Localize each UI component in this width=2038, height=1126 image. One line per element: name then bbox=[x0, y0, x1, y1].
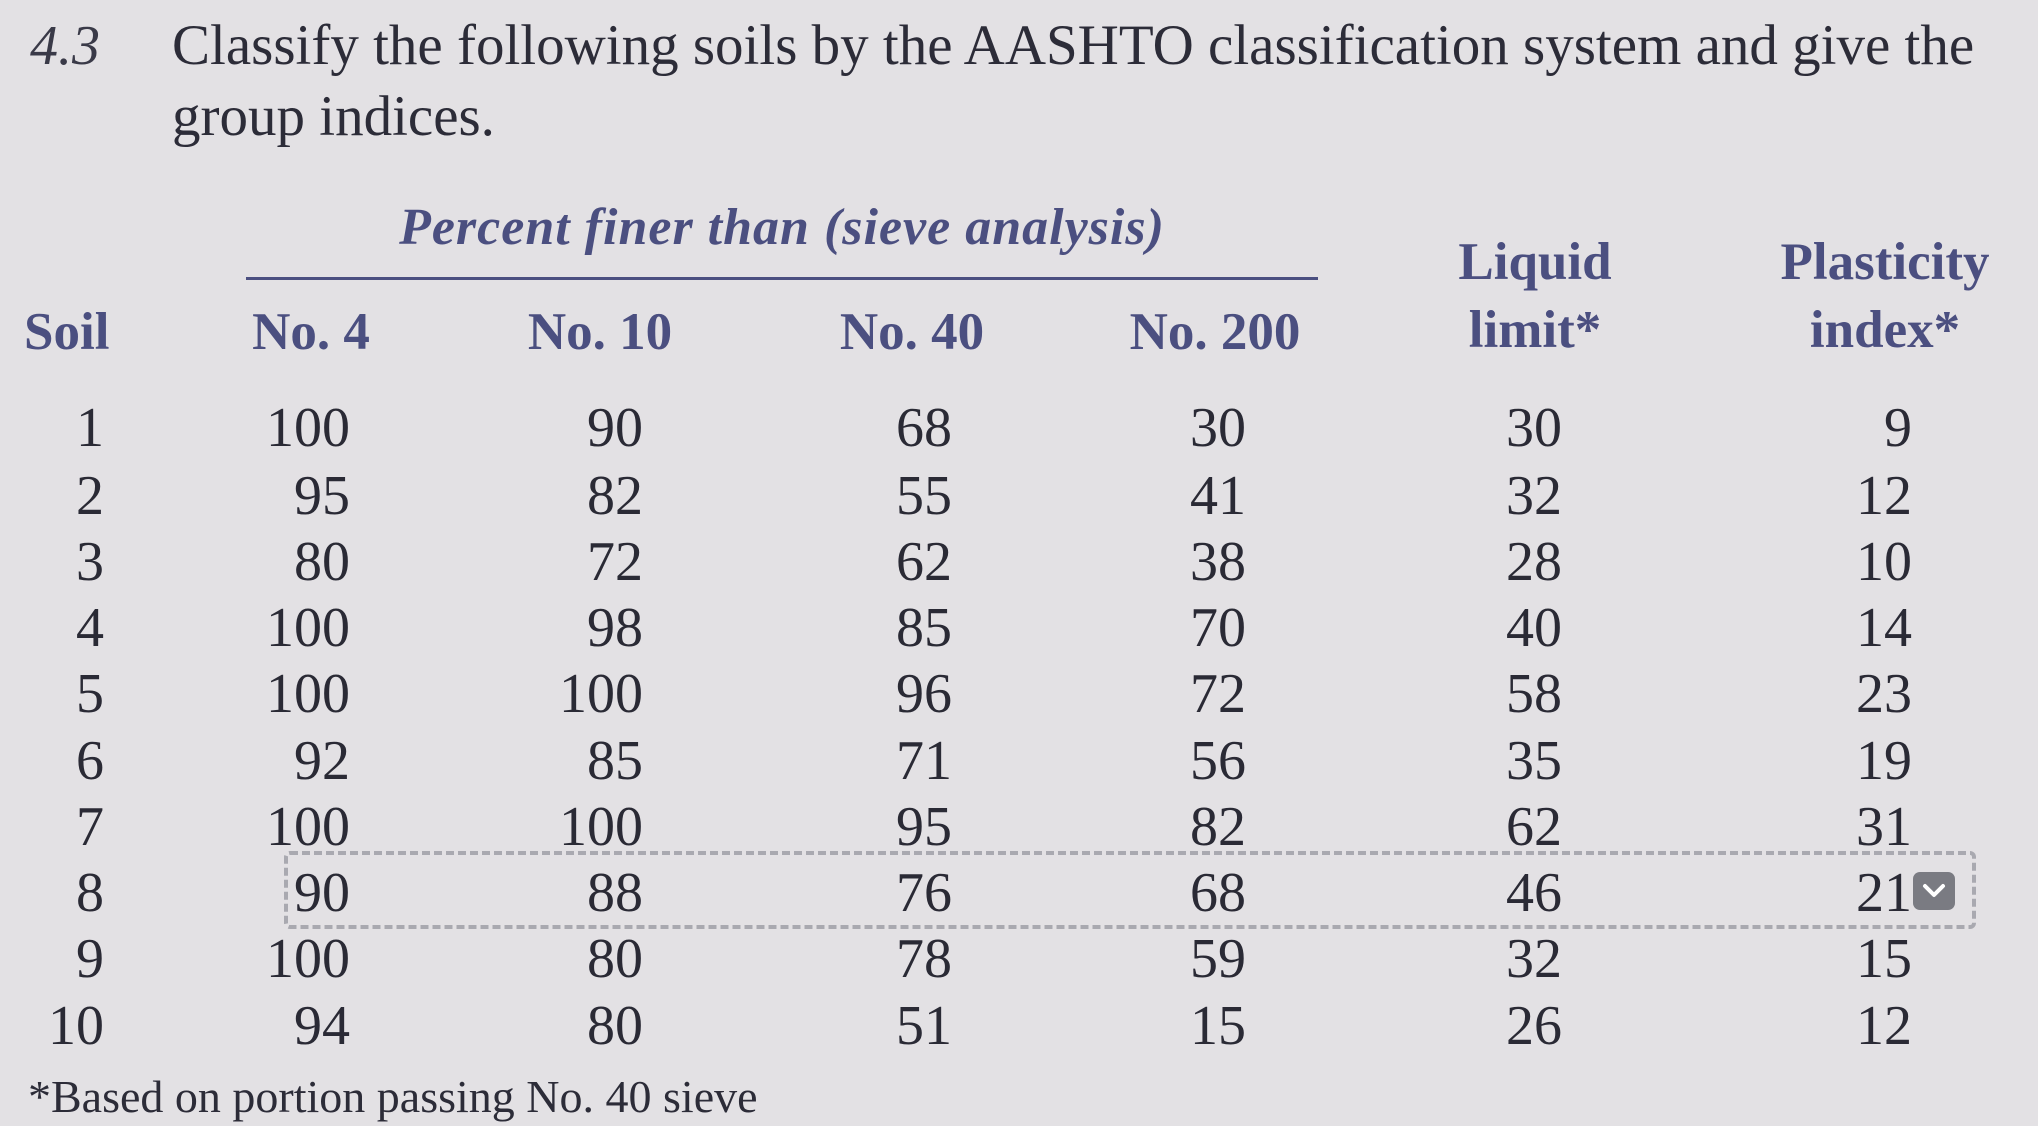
cell-no200: 70 bbox=[1190, 597, 1246, 659]
problem-text: Classify the following soils by the AASHTO classification system and give the group indices. bbox=[172, 14, 1975, 148]
cell-no40: 62 bbox=[896, 531, 952, 593]
cell-no4: 80 bbox=[294, 531, 350, 593]
cell-no200: 72 bbox=[1190, 663, 1246, 725]
cell-no4: 100 bbox=[266, 397, 350, 459]
cell-pi: 12 bbox=[1856, 995, 1912, 1057]
cell-soil: 10 bbox=[48, 995, 104, 1057]
cell-no4: 100 bbox=[266, 597, 350, 659]
cell-pi: 21 bbox=[1856, 862, 1912, 924]
cell-soil: 1 bbox=[76, 397, 104, 459]
cell-no200: 59 bbox=[1190, 928, 1246, 990]
col-header-no10: No. 10 bbox=[527, 303, 673, 361]
cell-no40: 76 bbox=[896, 862, 952, 924]
cell-no200: 30 bbox=[1190, 397, 1246, 459]
cell-no200: 38 bbox=[1190, 531, 1246, 593]
table-row[interactable] bbox=[0, 664, 2038, 730]
cell-no4: 100 bbox=[266, 928, 350, 990]
table-row[interactable] bbox=[0, 731, 2038, 797]
cell-no40: 96 bbox=[896, 663, 952, 725]
cell-no200: 41 bbox=[1190, 465, 1246, 527]
cell-pi: 10 bbox=[1856, 531, 1912, 593]
cell-pi: 23 bbox=[1856, 663, 1912, 725]
table-row[interactable] bbox=[0, 398, 2038, 464]
cell-soil: 5 bbox=[76, 663, 104, 725]
cell-ll: 35 bbox=[1506, 730, 1562, 792]
cell-no40: 95 bbox=[896, 796, 952, 858]
table-row[interactable] bbox=[0, 929, 2038, 995]
cell-no4: 90 bbox=[294, 862, 350, 924]
cell-pi: 9 bbox=[1884, 397, 1912, 459]
cell-pi: 31 bbox=[1856, 796, 1912, 858]
cell-no10: 82 bbox=[587, 465, 643, 527]
cell-soil: 2 bbox=[76, 465, 104, 527]
cell-ll: 32 bbox=[1506, 928, 1562, 990]
cell-no4: 100 bbox=[266, 663, 350, 725]
table-row[interactable] bbox=[0, 598, 2038, 664]
table-row[interactable] bbox=[0, 466, 2038, 532]
cell-no200: 15 bbox=[1190, 995, 1246, 1057]
cell-pi: 12 bbox=[1856, 465, 1912, 527]
cell-ll: 46 bbox=[1506, 862, 1562, 924]
plasticity-index-line2: index* bbox=[1809, 301, 1961, 359]
table-footnote: *Based on portion passing No. 40 sieve bbox=[28, 1071, 758, 1122]
cell-soil: 8 bbox=[76, 862, 104, 924]
cell-pi: 15 bbox=[1856, 928, 1912, 990]
col-header-no4: No. 4 bbox=[252, 303, 370, 361]
cell-no10: 100 bbox=[559, 796, 643, 858]
cell-no40: 55 bbox=[896, 465, 952, 527]
sieve-analysis-group-header: Percent finer than (sieve analysis) bbox=[399, 199, 1165, 256]
cell-no4: 100 bbox=[266, 796, 350, 858]
cell-no4: 94 bbox=[294, 995, 350, 1057]
cell-no10: 80 bbox=[587, 928, 643, 990]
cell-ll: 30 bbox=[1506, 397, 1562, 459]
cell-no10: 72 bbox=[587, 531, 643, 593]
liquid-limit-line1: Liquid bbox=[1458, 233, 1612, 291]
cell-no200: 68 bbox=[1190, 862, 1246, 924]
cell-no10: 88 bbox=[587, 862, 643, 924]
cell-no10: 85 bbox=[587, 730, 643, 792]
cell-no40: 78 bbox=[896, 928, 952, 990]
col-header-liquid-limit bbox=[1430, 228, 1640, 364]
cell-pi: 19 bbox=[1856, 730, 1912, 792]
col-header-no40: No. 40 bbox=[839, 303, 985, 361]
cell-ll: 26 bbox=[1506, 995, 1562, 1057]
cell-ll: 32 bbox=[1506, 465, 1562, 527]
col-header-plasticity-index bbox=[1745, 228, 2025, 364]
col-header-no200: No. 200 bbox=[1129, 303, 1301, 361]
cell-soil: 9 bbox=[76, 928, 104, 990]
cell-soil: 6 bbox=[76, 730, 104, 792]
cell-no10: 90 bbox=[587, 397, 643, 459]
problem-number: 4.3 bbox=[30, 15, 100, 77]
cell-ll: 28 bbox=[1506, 531, 1562, 593]
table-row[interactable] bbox=[0, 532, 2038, 598]
cell-no40: 85 bbox=[896, 597, 952, 659]
cell-no4: 92 bbox=[294, 730, 350, 792]
cell-no10: 98 bbox=[587, 597, 643, 659]
group-header-rule bbox=[246, 277, 1318, 280]
cell-ll: 40 bbox=[1506, 597, 1562, 659]
cell-no4: 95 bbox=[294, 465, 350, 527]
row-selection-highlight[interactable] bbox=[284, 851, 1976, 929]
cell-no40: 51 bbox=[896, 995, 952, 1057]
cell-no40: 71 bbox=[896, 730, 952, 792]
plasticity-index-line1: Plasticity bbox=[1780, 233, 1990, 291]
chevron-down-icon bbox=[1921, 882, 1947, 900]
cell-ll: 62 bbox=[1506, 796, 1562, 858]
row-dropdown-button[interactable] bbox=[1913, 872, 1955, 910]
cell-soil: 3 bbox=[76, 531, 104, 593]
table-row[interactable] bbox=[0, 996, 2038, 1062]
cell-pi: 14 bbox=[1856, 597, 1912, 659]
cell-ll: 58 bbox=[1506, 663, 1562, 725]
cell-no40: 68 bbox=[896, 397, 952, 459]
cell-no200: 82 bbox=[1190, 796, 1246, 858]
cell-soil: 7 bbox=[76, 796, 104, 858]
cell-no10: 80 bbox=[587, 995, 643, 1057]
col-header-soil: Soil bbox=[24, 303, 110, 361]
liquid-limit-line2: limit* bbox=[1468, 301, 1602, 359]
cell-no10: 100 bbox=[559, 663, 643, 725]
cell-soil: 4 bbox=[76, 597, 104, 659]
cell-no200: 56 bbox=[1190, 730, 1246, 792]
